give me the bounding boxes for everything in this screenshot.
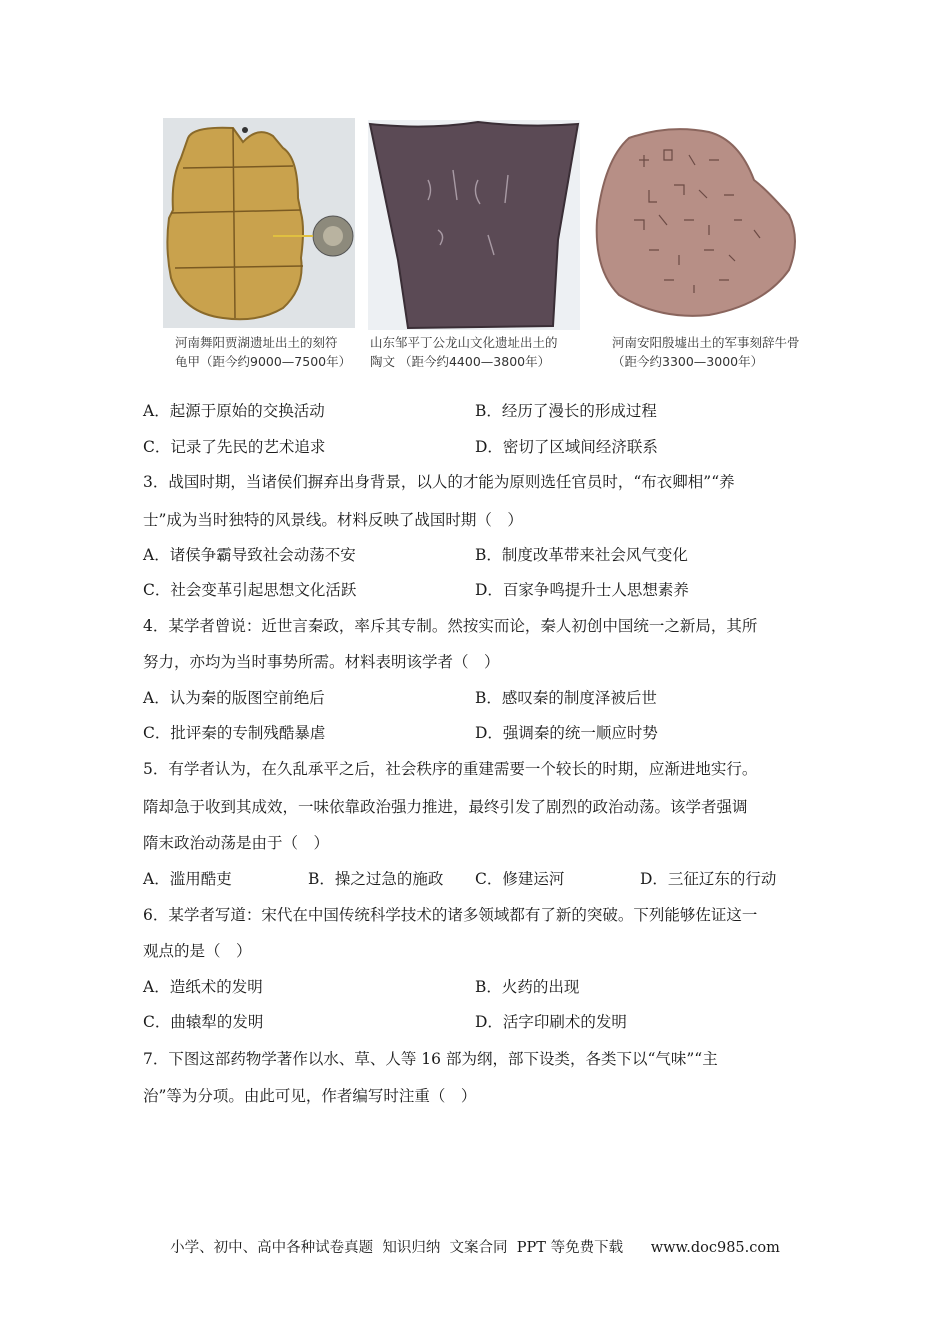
q2-option-a: A．起源于原始的交换活动: [143, 402, 325, 420]
figure-2-caption-line1: 山东邹平丁公龙山文化遗址出土的: [370, 335, 558, 350]
q5-stem-line3: 隋末政治动荡是由于（ ）: [143, 834, 330, 852]
q3-option-b: B．制度改革带来社会风气变化: [475, 546, 688, 564]
q5-option-b: B．操之过急的施政: [308, 870, 444, 888]
q3-option-d: D．百家争鸣提升士人思想素养: [475, 581, 689, 599]
q6-option-c: C．曲辕犁的发明: [143, 1013, 264, 1031]
q6-stem-line2: 观点的是（ ）: [143, 942, 252, 960]
q2-option-d: D．密切了区域间经济联系: [475, 438, 658, 456]
oracle-bone-image: [589, 120, 811, 330]
q6-option-d: D．活字印刷术的发明: [475, 1013, 627, 1031]
q5-option-a: A．滥用酷吏: [143, 870, 232, 888]
figure-1-caption-line1: 河南舞阳贾湖遗址出土的刻符: [175, 335, 338, 350]
q3-option-c: C．社会变革引起思想文化活跃: [143, 581, 357, 599]
q6-option-b: B．火药的出现: [475, 978, 580, 996]
q6-stem-line1: 6．某学者写道：宋代在中国传统科学技术的诸多领域都有了新的突破。下列能够佐证这一: [143, 906, 758, 924]
q5-option-d: D．三征辽东的行动: [640, 870, 777, 888]
q4-option-d: D．强调秦的统一顺应时势: [475, 724, 658, 742]
q4-stem-line1: 4．某学者曾说：近世言秦政，率斥其专制。然按实而论，秦人初创中国统一之新局，其所: [143, 617, 758, 635]
q4-option-c: C．批评秦的专制残酷暴虐: [143, 724, 326, 742]
q4-option-b: B．感叹秦的制度泽被后世: [475, 689, 657, 707]
pottery-shard-image: [368, 120, 580, 330]
q5-stem-line1: 5．有学者认为，在久乱承平之后，社会秩序的重建需要一个较长的时期，应渐进地实行。: [143, 760, 758, 778]
q6-option-a: A．造纸术的发明: [143, 978, 263, 996]
figure-3-caption: [612, 333, 800, 371]
q2-option-c: C．记录了先民的艺术追求: [143, 438, 326, 456]
figure-2-caption-line2: 陶文 （距今约4400—3800年）: [370, 354, 551, 369]
figure-1-caption: [175, 333, 351, 371]
q4-stem-line2: 努力，亦均为当时事势所需。材料表明该学者（ ）: [143, 653, 500, 671]
figure-1-caption-line2: 龟甲（距今约9000—7500年）: [175, 354, 352, 369]
figure-strip: [163, 118, 823, 373]
q3-stem-line1: 3．战国时期，当诸侯们摒弃出身背景，以人的才能为原则选任官员时，“布衣卿相”“养: [143, 473, 735, 491]
q5-option-c: C．修建运河: [475, 870, 565, 888]
q2-option-b: B．经历了漫长的形成过程: [475, 402, 657, 420]
figure-3-caption-line2: （距今约3300—3000年）: [612, 354, 764, 369]
q3-option-a: A．诸侯争霸导致社会动荡不安: [143, 546, 356, 564]
tortoise-shell-image: [163, 118, 355, 328]
q7-stem-line2: 治”等为分项。由此可见，作者编写时注重（ ）: [143, 1087, 477, 1105]
q7-stem-line1: 7．下图这部药物学著作以水、草、人等 16 部为纲，部下设类，各类下以“气味”“主: [143, 1050, 718, 1068]
q4-option-a: A．认为秦的版图空前绝后: [143, 689, 325, 707]
q5-stem-line2: 隋却急于收到其成效，一味依靠政治强力推进，最终引发了剧烈的政治动荡。该学者强调: [143, 798, 748, 816]
figure-3-caption-line1: 河南安阳殷墟出土的军事刻辞牛骨: [612, 335, 800, 350]
q3-stem-line2: 士”成为当时独特的风景线。材料反映了战国时期（ ）: [143, 511, 523, 529]
footer-text: 小学、初中、高中各种试卷真题 知识归纳 文案合同 PPT 等免费下载 www.doc985.com: [170, 1240, 780, 1256]
figure-2-caption: [370, 333, 558, 371]
